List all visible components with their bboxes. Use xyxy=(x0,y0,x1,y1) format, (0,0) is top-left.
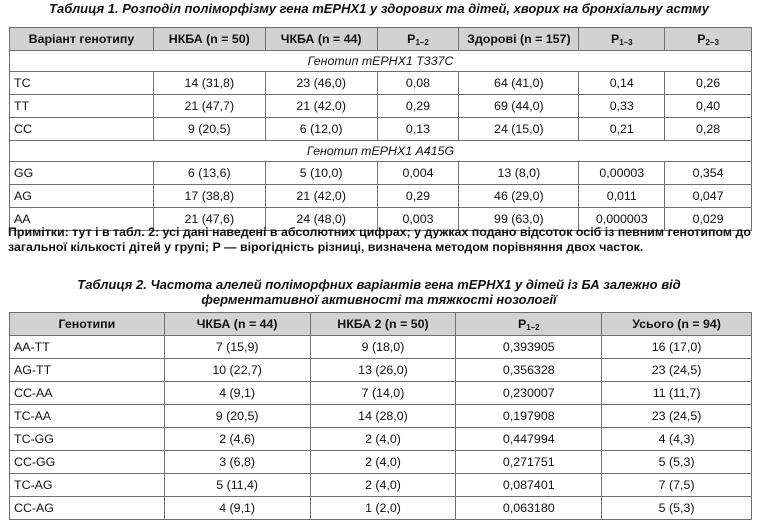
section-row-t337c xyxy=(10,51,752,72)
table-cell: 0,003 xyxy=(377,208,459,231)
table-cell: 0,33 xyxy=(579,95,665,118)
genotype-cell: GG xyxy=(10,162,154,185)
genotype-cell: CC-GG xyxy=(10,451,165,474)
table-cell: 0,004 xyxy=(377,162,459,185)
col-header-healthy: Здорові (n = 157) xyxy=(459,28,579,51)
table-cell: 7 (7,5) xyxy=(602,474,752,497)
table-cell: 0,029 xyxy=(665,208,752,231)
genotype-cell: TC-AA xyxy=(10,405,165,428)
table-cell: 0,063180 xyxy=(456,497,602,520)
table2-caption xyxy=(0,277,758,307)
table-row xyxy=(10,405,752,428)
genotype-cell: CC-AA xyxy=(10,382,165,405)
table-cell: 11 (11,7) xyxy=(602,382,752,405)
table-row xyxy=(10,118,752,141)
table-cell: 0,356328 xyxy=(456,359,602,382)
table-row xyxy=(10,474,752,497)
col-header-nkba: НКБА (n = 50) xyxy=(153,28,265,51)
col-header-genotype-variant: Варіант генотипу xyxy=(10,28,154,51)
table-cell: 24 (15,0) xyxy=(459,118,579,141)
genotype-cell: AG xyxy=(10,185,154,208)
table-cell: 0,08 xyxy=(377,72,459,95)
table-row xyxy=(10,497,752,520)
table-cell: 5 (5,3) xyxy=(602,451,752,474)
table-cell: 7 (14,0) xyxy=(310,382,456,405)
notes-label: Примітки: xyxy=(8,225,69,239)
table-cell: 99 (63,0) xyxy=(459,208,579,231)
table-cell: 0,21 xyxy=(579,118,665,141)
table-cell: 4 (9,1) xyxy=(164,382,310,405)
table-cell: 14 (28,0) xyxy=(310,405,456,428)
table-cell: 0,393905 xyxy=(456,336,602,359)
table-cell: 0,26 xyxy=(665,72,752,95)
col-header-chkba: ЧКБА (n = 44) xyxy=(164,313,310,336)
table-cell: 0,14 xyxy=(579,72,665,95)
genotype-distribution-table xyxy=(9,27,752,231)
table-cell: 5 (11,4) xyxy=(164,474,310,497)
table-cell: 9 (18,0) xyxy=(310,336,456,359)
col-header-p12: $P_{1-2}$ xyxy=(456,313,602,336)
genotype-cell: TC-AG xyxy=(10,474,165,497)
table-cell: 21 (42,0) xyxy=(265,185,377,208)
table-cell: 13 (26,0) xyxy=(310,359,456,382)
table-cell: 6 (12,0) xyxy=(265,118,377,141)
table-cell: 0,28 xyxy=(665,118,752,141)
table-cell: 69 (44,0) xyxy=(459,95,579,118)
section-title-a415g: Генотип mEPHX1 А415G xyxy=(10,141,752,162)
table-cell: 14 (31,8) xyxy=(153,72,265,95)
table2-caption-line2: ферментативної активності та тяжкості нозології xyxy=(201,292,557,307)
table-row xyxy=(10,336,752,359)
table-cell: 0,29 xyxy=(377,95,459,118)
table-cell: 9 (20,5) xyxy=(164,405,310,428)
table2-header-row xyxy=(10,313,752,336)
table-cell: 21 (47,7) xyxy=(153,95,265,118)
table-cell: 2 (4,0) xyxy=(310,474,456,497)
table-cell: 4 (4,3) xyxy=(602,428,752,451)
table-cell: 10 (22,7) xyxy=(164,359,310,382)
table-cell: 0,271751 xyxy=(456,451,602,474)
col-header-total: Усього (n = 94) xyxy=(602,313,752,336)
table-cell: 21 (47,6) xyxy=(153,208,265,231)
table-row xyxy=(10,382,752,405)
table-cell: 2 (4,0) xyxy=(310,451,456,474)
table-cell: 0,29 xyxy=(377,185,459,208)
genotype-cell: TC xyxy=(10,72,154,95)
table-cell: 46 (29,0) xyxy=(459,185,579,208)
table1-caption: Таблиця 1. Розподіл поліморфізму гена mEPHX1 у здорових та дітей, хворих на бронхіальну астму xyxy=(49,1,709,16)
table-row xyxy=(10,428,752,451)
section-title-t337c: Генотип mEPHX1 Т337С xyxy=(10,51,752,72)
genotype-cell: TT xyxy=(10,95,154,118)
table-row xyxy=(10,451,752,474)
table-cell: 13 (8,0) xyxy=(459,162,579,185)
table-cell: 0,354 xyxy=(665,162,752,185)
col-header-p23: $P_{2-3}$ xyxy=(665,28,752,51)
table-cell: 23 (24,5) xyxy=(602,359,752,382)
table-cell: 0,230007 xyxy=(456,382,602,405)
table1-header-row xyxy=(10,28,752,51)
genotype-cell: CC xyxy=(10,118,154,141)
col-header-genotypes: Генотипи xyxy=(10,313,165,336)
table-row xyxy=(10,162,752,185)
table-row xyxy=(10,95,752,118)
notes-text: тут і в табл. 2: усі дані наведені в абсолютних цифрах; у дужках подано відсоток осіб із певним генотипом до загальної кількості дітей у групі; Р — вірогідність різниці, визначена методом порівняння двох часток. xyxy=(8,225,751,254)
table-cell: 0,40 xyxy=(665,95,752,118)
table2-caption-line1: Таблиця 2. Частота алелей поліморфних варіантів гена mEPHX1 у дітей із БА залежно від xyxy=(77,277,681,292)
col-header-p12: $P_{1-2}$ xyxy=(377,28,459,51)
table-cell: 0,011 xyxy=(579,185,665,208)
table-cell: 64 (41,0) xyxy=(459,72,579,95)
table-cell: 1 (2,0) xyxy=(310,497,456,520)
genotype-cell: TC-GG xyxy=(10,428,165,451)
table-cell: 0,000003 xyxy=(579,208,665,231)
allele-frequency-table xyxy=(9,312,752,520)
table-cell: 9 (20,5) xyxy=(153,118,265,141)
table-cell: 6 (13,6) xyxy=(153,162,265,185)
table-cell: 3 (6,8) xyxy=(164,451,310,474)
genotype-cell: AA-TT xyxy=(10,336,165,359)
table-cell: 17 (38,8) xyxy=(153,185,265,208)
table-cell: 24 (48,0) xyxy=(265,208,377,231)
table-cell: 0,197908 xyxy=(456,405,602,428)
table-cell: 0,00003 xyxy=(579,162,665,185)
table-row xyxy=(10,185,752,208)
col-header-chkba: ЧКБА (n = 44) xyxy=(265,28,377,51)
section-row-a415g xyxy=(10,141,752,162)
col-header-nkba2: НКБА 2 (n = 50) xyxy=(310,313,456,336)
table-cell: 21 (42,0) xyxy=(265,95,377,118)
table-row xyxy=(10,359,752,382)
genotype-cell: CC-AG xyxy=(10,497,165,520)
table-cell: 0,087401 xyxy=(456,474,602,497)
table-cell: 5 (10,0) xyxy=(265,162,377,185)
genotype-cell: AG-TT xyxy=(10,359,165,382)
table-cell: 23 (24,5) xyxy=(602,405,752,428)
table-cell: 5 (5,3) xyxy=(602,497,752,520)
table-cell: 0,447994 xyxy=(456,428,602,451)
col-header-p13: $P_{1-3}$ xyxy=(579,28,665,51)
table-cell: 0,047 xyxy=(665,185,752,208)
table-cell: 7 (15,9) xyxy=(164,336,310,359)
table-row xyxy=(10,72,752,95)
table-cell: 4 (9,1) xyxy=(164,497,310,520)
table-cell: 23 (46,0) xyxy=(265,72,377,95)
table-cell: 2 (4,0) xyxy=(310,428,456,451)
table-cell: 0,13 xyxy=(377,118,459,141)
table-cell: 16 (17,0) xyxy=(602,336,752,359)
genotype-cell: AA xyxy=(10,208,154,231)
table-notes xyxy=(8,225,753,255)
table-cell: 2 (4,6) xyxy=(164,428,310,451)
